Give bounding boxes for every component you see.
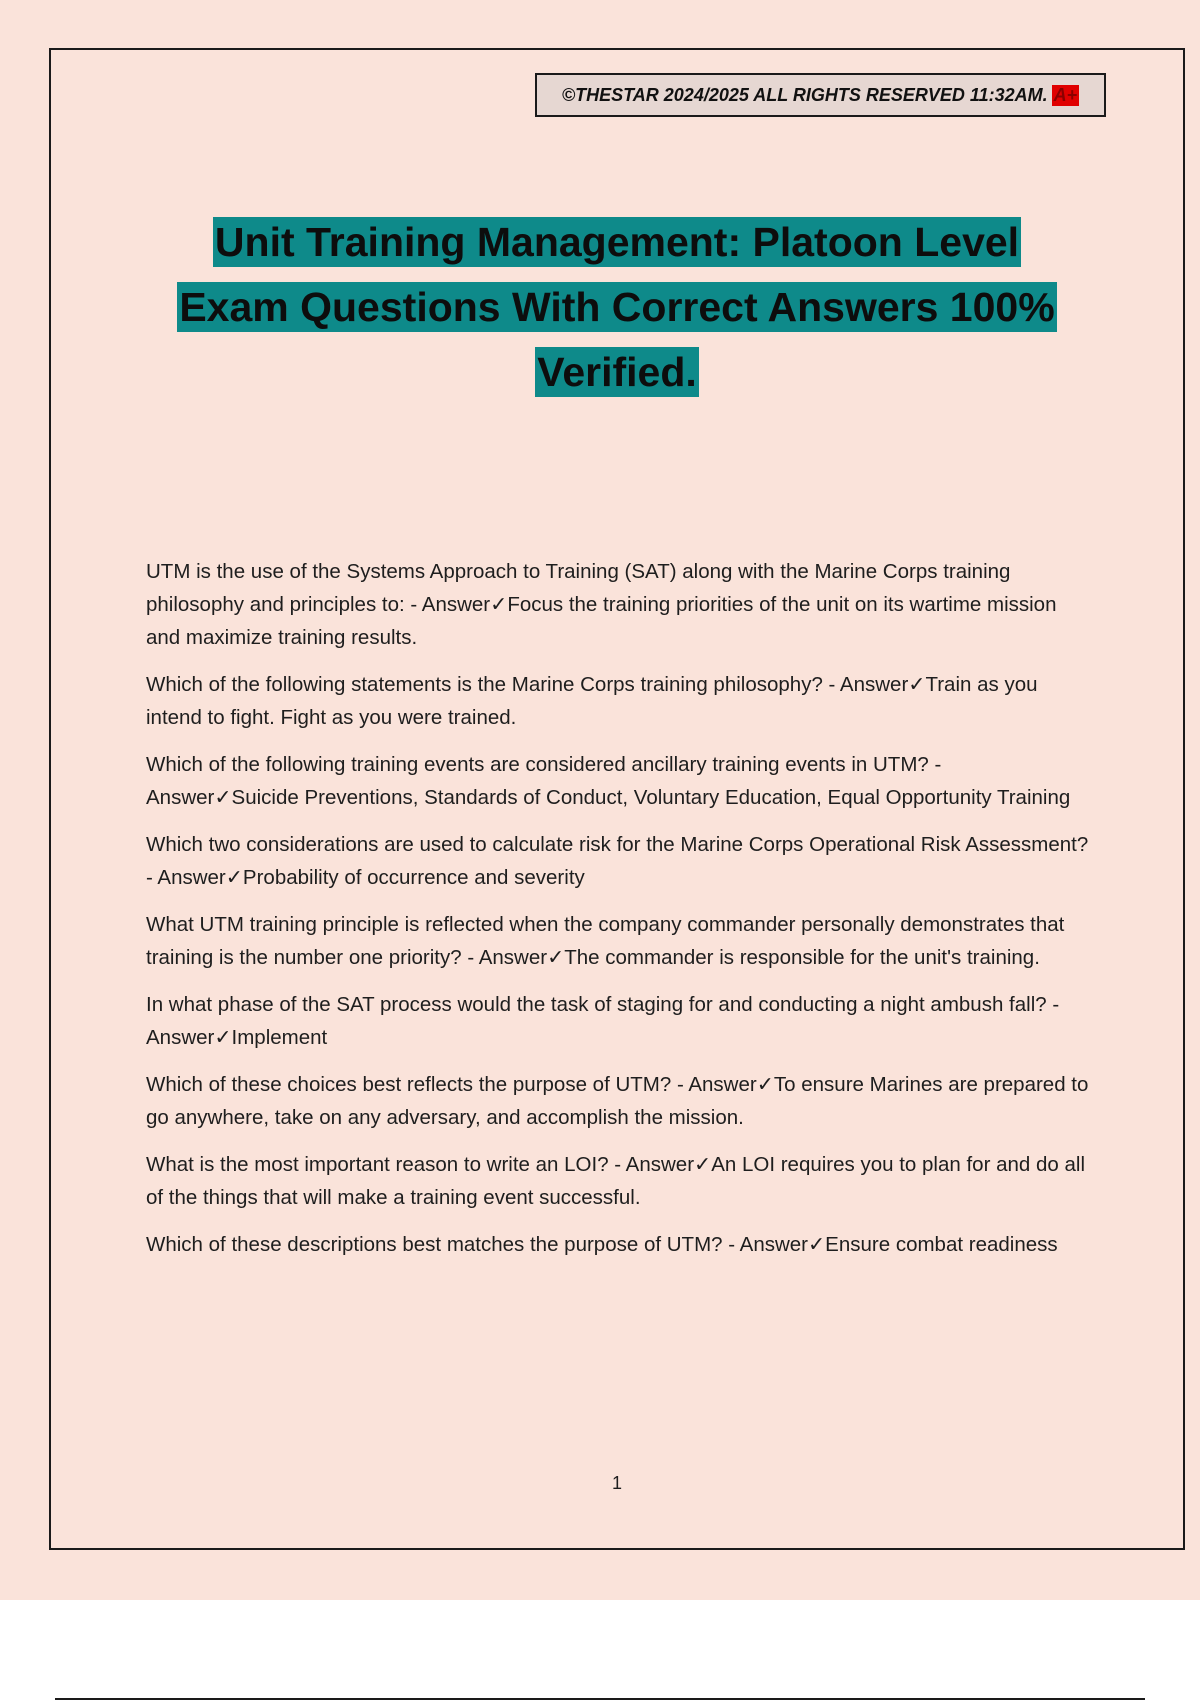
qa-item: Which of these descriptions best matches the purpose of UTM? - Answer✓Ensure combat readiness [146,1233,1058,1256]
question-answer-list [146,555,1091,1275]
qa-item: Which of the following statements is the Marine Corps training philosophy? - Answer✓Train as you intend to fight. Fight as you were trained. [146,673,1038,729]
grade-mark: A+ [1053,84,1078,105]
qa-item: Which two considerations are used to calculate risk for the Marine Corps Operational Risk Assessment? - Answer✓Probability of occurrence and severity [146,833,1089,889]
qa-item: Which of the following training events are considered ancillary training events in UTM? - Answer✓Suicide Preventions, Standards of Conduct, Voluntary Education, Equal Opportunity Training [146,753,1071,809]
qa-item: In what phase of the SAT process would the task of staging for and conducting a night ambush fall? - Answer✓Implement [146,993,1060,1049]
title-line-1: Unit Training Management: Platoon Level [214,219,1020,265]
copyright-notice: ©THESTAR 2024/2025 ALL RIGHTS RESERVED 11:32AM. [561,84,1048,105]
qa-item: What UTM training principle is reflected when the company commander personally demonstrates that training is the number one priority? - Answer✓The commander is responsible for the unit's training. [146,913,1065,969]
title-line-2: Exam Questions With Correct Answers 100% [179,284,1055,330]
page-number: 1 [611,1473,622,1493]
qa-item: Which of these choices best reflects the purpose of UTM? - Answer✓To ensure Marines are prepared to go anywhere, take on any adversary, and accomplish the mission. [146,1073,1089,1129]
document-title [120,210,1114,405]
qa-item: UTM is the use of the Systems Approach to Training (SAT) along with the Marine Corps training philosophy and principles to: - Answer✓Focus the training priorities of the unit on its wartime mission and maximize training results. [146,560,1057,649]
qa-item: What is the most important reason to write an LOI? - Answer✓An LOI requires you to plan for and do all of the things that will make a training event successful. [146,1153,1085,1209]
copyright-header [535,73,1106,117]
title-line-3: Verified. [537,349,697,395]
